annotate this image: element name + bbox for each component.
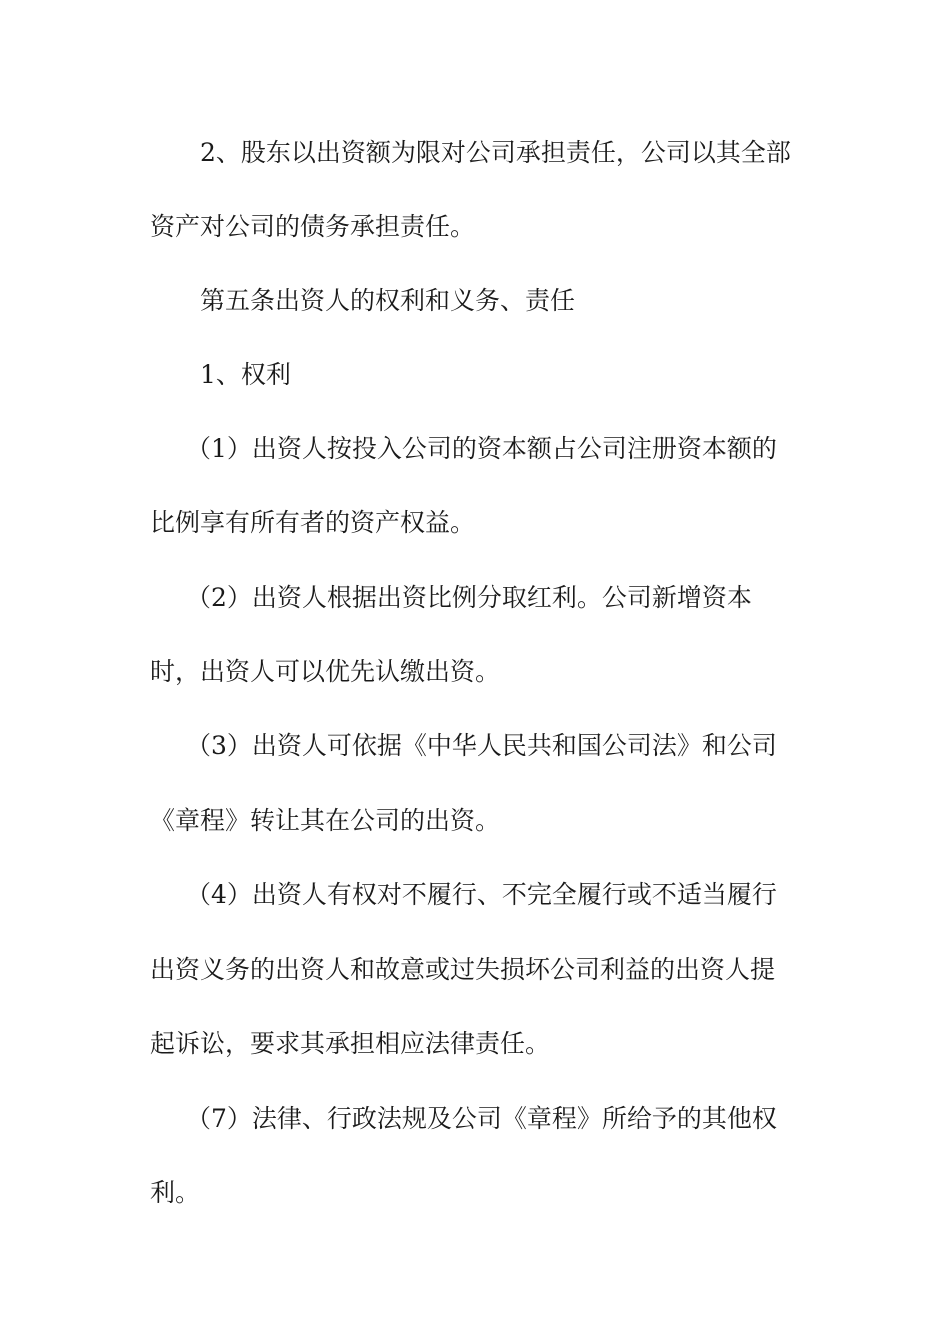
paragraph-line: 资产对公司的债务承担责任。 <box>150 212 476 241</box>
paragraph-line: 比例享有所有者的资产权益。 <box>150 508 476 537</box>
section-heading: 第五条出资人的权利和义务、责任 <box>200 286 576 315</box>
paragraph-line: （1）出资人按投入公司的资本额占公司注册资本额的 <box>186 434 777 463</box>
paragraph-line: （3）出资人可依据《中华人民共和国公司法》和公司 <box>186 731 777 760</box>
paragraph-line: 出资义务的出资人和故意或过失损坏公司利益的出资人提 <box>150 955 776 984</box>
paragraph-line: 起诉讼，要求其承担相应法律责任。 <box>150 1029 551 1058</box>
paragraph-line: （4）出资人有权对不履行、不完全履行或不适当履行 <box>186 880 777 909</box>
paragraph-line: 《章程》转让其在公司的出资。 <box>150 806 501 835</box>
paragraph-line: （7）法律、行政法规及公司《章程》所给予的其他权 <box>186 1104 777 1133</box>
paragraph-line: 时，出资人可以优先认缴出资。 <box>150 657 501 686</box>
paragraph-line: 利。 <box>150 1178 201 1207</box>
paragraph-line: 2、股东以出资额为限对公司承担责任，公司以其全部 <box>200 138 791 167</box>
subsection-heading: 1、权利 <box>200 360 291 389</box>
paragraph-line: （2）出资人根据出资比例分取红利。公司新增资本 <box>186 583 752 612</box>
